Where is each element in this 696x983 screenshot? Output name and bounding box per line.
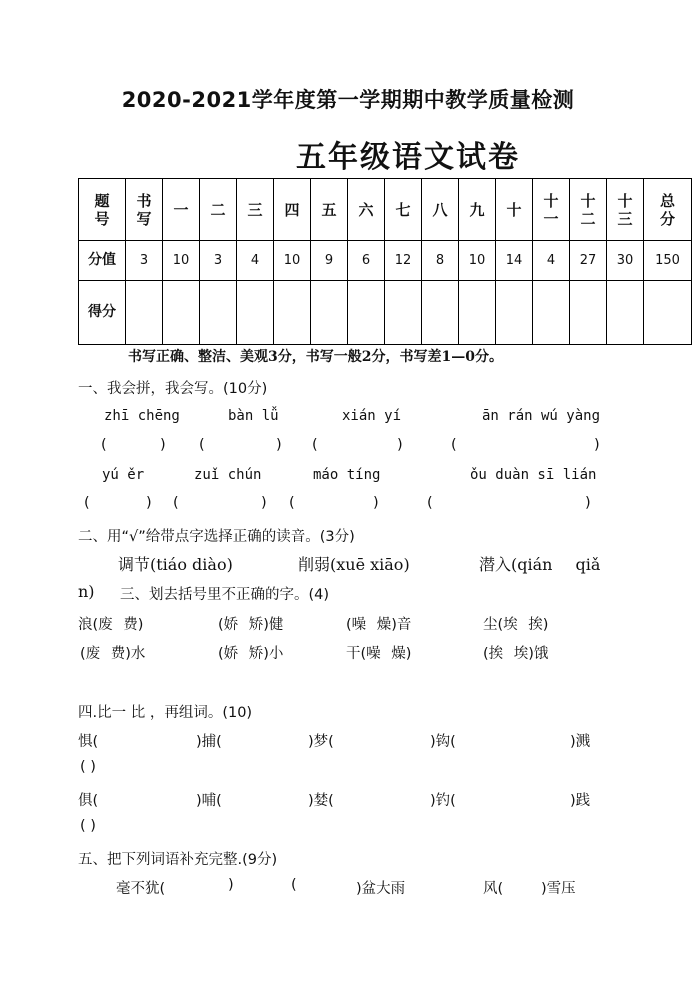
points-cell: 10 bbox=[459, 241, 496, 281]
pinyin-item: yú ěr bbox=[102, 467, 145, 483]
blank-close: ) bbox=[146, 495, 152, 511]
score-input-cell[interactable] bbox=[126, 281, 163, 345]
answer-blank[interactable] bbox=[184, 494, 256, 514]
choice-item[interactable]: (挨 埃)饿 bbox=[483, 646, 549, 662]
points-cell: 6 bbox=[348, 241, 385, 281]
score-input-cell[interactable] bbox=[422, 281, 459, 345]
col-header: 二 bbox=[200, 179, 237, 241]
col-header: 一 bbox=[163, 179, 200, 241]
exam-subtitle: 五年级语文试卷 bbox=[296, 140, 520, 175]
score-input-cell[interactable] bbox=[237, 281, 274, 345]
score-input-cell[interactable] bbox=[274, 281, 311, 345]
section-5-title: 五、把下列词语补充完整.(9分) bbox=[78, 852, 278, 868]
col-header: 十一 bbox=[533, 179, 570, 241]
table-row bbox=[79, 179, 692, 241]
col-header: 四 bbox=[274, 179, 311, 241]
word-item-wrap: ( ) bbox=[80, 759, 96, 775]
col-header: 九 bbox=[459, 179, 496, 241]
choice-item[interactable]: (废 费)水 bbox=[80, 646, 146, 662]
points-cell: 3 bbox=[126, 241, 163, 281]
row-label-points: 分值 bbox=[79, 241, 126, 281]
idiom-item: 风( bbox=[483, 881, 504, 897]
word-item: 惧( bbox=[78, 734, 99, 750]
points-cell: 4 bbox=[237, 241, 274, 281]
col-header: 三 bbox=[237, 179, 274, 241]
col-header: 十三 bbox=[607, 179, 644, 241]
score-input-cell[interactable] bbox=[200, 281, 237, 345]
idiom-item: )雪压 bbox=[541, 881, 576, 897]
blank-open: ( bbox=[289, 495, 295, 511]
choice-item[interactable]: 浪(废 费) bbox=[78, 617, 144, 633]
pinyin-item: bàn lǚ bbox=[228, 408, 279, 424]
word-item: )溅 bbox=[570, 734, 591, 750]
answer-blank[interactable] bbox=[95, 494, 141, 514]
blank-open: ( bbox=[101, 437, 107, 453]
blank-close: ) bbox=[276, 437, 282, 453]
col-header: 五 bbox=[311, 179, 348, 241]
blank-open: ( bbox=[199, 437, 205, 453]
points-cell: 150 bbox=[644, 241, 692, 281]
word-item: )哺( bbox=[196, 793, 222, 809]
word-item: )践 bbox=[570, 793, 591, 809]
row-label-score: 得分 bbox=[79, 281, 126, 345]
points-cell: 30 bbox=[607, 241, 644, 281]
answer-blank[interactable] bbox=[300, 494, 368, 514]
choice-item[interactable]: 尘(埃 挨) bbox=[483, 617, 549, 633]
score-input-cell[interactable] bbox=[459, 281, 496, 345]
score-input-cell[interactable] bbox=[311, 281, 348, 345]
table-row bbox=[79, 281, 692, 345]
reading-item[interactable]: 潜入(qián qiǎ bbox=[479, 555, 601, 574]
pinyin-item: ǒu duàn sī lián bbox=[470, 467, 597, 483]
exam-title: 2020-2021学年度第一学期期中教学质量检测 bbox=[121, 88, 575, 112]
answer-blank[interactable] bbox=[438, 494, 580, 514]
points-cell: 10 bbox=[274, 241, 311, 281]
reading-item-wrap: n) bbox=[78, 582, 95, 601]
answer-blank[interactable] bbox=[462, 436, 590, 456]
blank-close: ) bbox=[373, 495, 379, 511]
answer-blank[interactable] bbox=[323, 436, 393, 456]
blank-open: ( bbox=[427, 495, 433, 511]
blank-open: ( bbox=[312, 437, 318, 453]
blank-open: ( bbox=[84, 495, 90, 511]
reading-item[interactable]: 削弱(xuē xiāo) bbox=[298, 555, 410, 574]
pinyin-item: zuǐ chún bbox=[194, 467, 262, 483]
points-cell: 14 bbox=[496, 241, 533, 281]
idiom-item: 毫不犹( bbox=[116, 881, 166, 897]
col-header: 六 bbox=[348, 179, 385, 241]
score-input-cell[interactable] bbox=[496, 281, 533, 345]
word-item-wrap: ( ) bbox=[80, 818, 96, 834]
blank-close: ) bbox=[585, 495, 591, 511]
points-cell: 8 bbox=[422, 241, 459, 281]
score-input-cell[interactable] bbox=[644, 281, 692, 345]
row-label-question: 题号 bbox=[79, 179, 126, 241]
blank-close: ) bbox=[261, 495, 267, 511]
score-input-cell[interactable] bbox=[348, 281, 385, 345]
choice-item[interactable]: 干(噪 燥) bbox=[346, 646, 412, 662]
section-4-title: 四.比一 比 ，再组词。(10) bbox=[78, 705, 253, 721]
pinyin-item: zhī chēng bbox=[104, 408, 180, 424]
points-cell: 12 bbox=[385, 241, 422, 281]
col-header: 书写 bbox=[126, 179, 163, 241]
score-input-cell[interactable] bbox=[163, 281, 200, 345]
col-header: 十 bbox=[496, 179, 533, 241]
idiom-item: )盆大雨 bbox=[356, 881, 406, 897]
section-2-title: 二、用“√”给带点字选择正确的读音。(3分) bbox=[78, 529, 355, 545]
points-cell: 27 bbox=[570, 241, 607, 281]
blank-open: ( bbox=[173, 495, 179, 511]
points-cell: 10 bbox=[163, 241, 200, 281]
choice-item[interactable]: (娇 矫)小 bbox=[218, 646, 284, 662]
word-item: )捕( bbox=[196, 734, 222, 750]
word-item: )婪( bbox=[308, 793, 334, 809]
handwriting-note: 书写正确、整洁、美观3分，书写一般2分，书写差1—0分。 bbox=[128, 349, 503, 365]
choice-item[interactable]: (娇 矫)健 bbox=[218, 617, 284, 633]
answer-blank[interactable] bbox=[112, 436, 156, 456]
score-input-cell[interactable] bbox=[385, 281, 422, 345]
blank-open: ( bbox=[451, 437, 457, 453]
col-header: 八 bbox=[422, 179, 459, 241]
score-table bbox=[78, 178, 692, 345]
pinyin-item: ān rán wú yàng bbox=[482, 408, 601, 424]
answer-blank[interactable] bbox=[210, 436, 272, 456]
points-cell: 4 bbox=[533, 241, 570, 281]
word-item: )梦( bbox=[308, 734, 334, 750]
section-3-title: 三、划去括号里不正确的字。(4) bbox=[120, 587, 330, 603]
pinyin-item: máo tíng bbox=[313, 467, 381, 483]
reading-item[interactable]: 调节(tiáo diào) bbox=[118, 555, 233, 574]
word-item: 俱( bbox=[78, 793, 99, 809]
blank-close: ) bbox=[160, 437, 166, 453]
blank-close: ) bbox=[594, 437, 600, 453]
choice-item[interactable]: (噪 燥)音 bbox=[346, 617, 412, 633]
pinyin-item: xián yí bbox=[342, 408, 402, 424]
score-input-cell[interactable] bbox=[607, 281, 644, 345]
score-input-cell[interactable] bbox=[533, 281, 570, 345]
col-header: 总分 bbox=[644, 179, 692, 241]
score-input-cell[interactable] bbox=[570, 281, 607, 345]
points-cell: 9 bbox=[311, 241, 348, 281]
word-item: )钓( bbox=[430, 793, 456, 809]
points-cell: 3 bbox=[200, 241, 237, 281]
word-item: )钩( bbox=[430, 734, 456, 750]
col-header: 七 bbox=[385, 179, 422, 241]
col-header: 十二 bbox=[570, 179, 607, 241]
section-1-title: 一、我会拼，我会写。(10分) bbox=[78, 381, 268, 397]
idiom-item: ( bbox=[291, 877, 297, 893]
table-row bbox=[79, 241, 692, 281]
blank-close: ) bbox=[397, 437, 403, 453]
idiom-item: ) bbox=[228, 877, 234, 893]
